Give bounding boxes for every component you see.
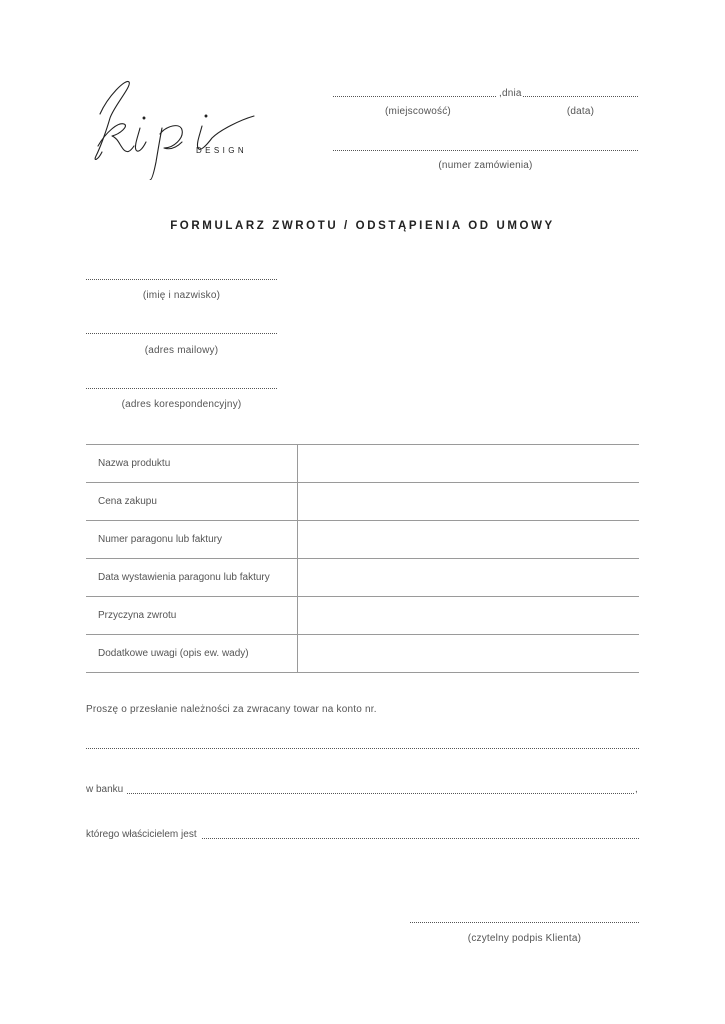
refund-request-text: Proszę o przesłanie należności za zwracany towar na konto nr. [86,704,377,715]
address-caption: (adres korespondencyjny) [121,399,242,410]
address-field[interactable] [86,388,277,389]
owner-field[interactable] [202,838,639,839]
bank-field[interactable] [127,793,634,794]
table-row [86,445,639,483]
row-label: Przyczyna zwrotu [86,597,298,635]
order-number-field[interactable] [333,150,638,151]
kipi-design-logo [84,76,274,180]
table-row [86,597,639,635]
signature-caption: (czytelny podpis Klienta) [467,933,582,944]
name-caption: (imię i nazwisko) [142,290,221,301]
row-value-field[interactable] [298,445,640,483]
row-value-field[interactable] [298,597,640,635]
bank-label: w banku [86,784,124,795]
logo-design-text: DESIGN [196,146,248,155]
row-label: Dodatkowe uwagi (opis ew. wady) [86,635,298,673]
table-row [86,521,639,559]
kipi-script-logo-icon [84,76,274,180]
account-number-field[interactable] [86,748,639,749]
signature-field[interactable] [410,922,639,923]
row-value-field[interactable] [298,483,640,521]
row-value-field[interactable] [298,521,640,559]
row-label: Nazwa produktu [86,445,298,483]
order-number-caption: (numer zamówienia) [438,160,533,171]
row-label: Cena zakupu [86,483,298,521]
row-label: Numer paragonu lub faktury [86,521,298,559]
table-row [86,635,639,673]
table-row [86,483,639,521]
table-row [86,559,639,597]
bank-suffix: , [635,784,638,795]
form-title: FORMULARZ ZWROTU / ODSTĄPIENIA OD UMOWY [170,220,555,232]
place-caption: (miejscowość) [385,106,451,117]
name-field[interactable] [86,279,277,280]
email-caption: (adres mailowy) [144,345,219,356]
date-field[interactable] [523,96,638,97]
row-label: Data wystawienia paragonu lub faktury [86,559,298,597]
date-caption: (data) [566,106,595,117]
dnia-label: ,dnia [499,88,522,99]
place-field[interactable] [333,96,496,97]
email-field[interactable] [86,333,277,334]
row-value-field[interactable] [298,635,640,673]
row-value-field[interactable] [298,559,640,597]
owner-label: którego właścicielem jest [86,829,197,840]
product-table [86,444,639,673]
